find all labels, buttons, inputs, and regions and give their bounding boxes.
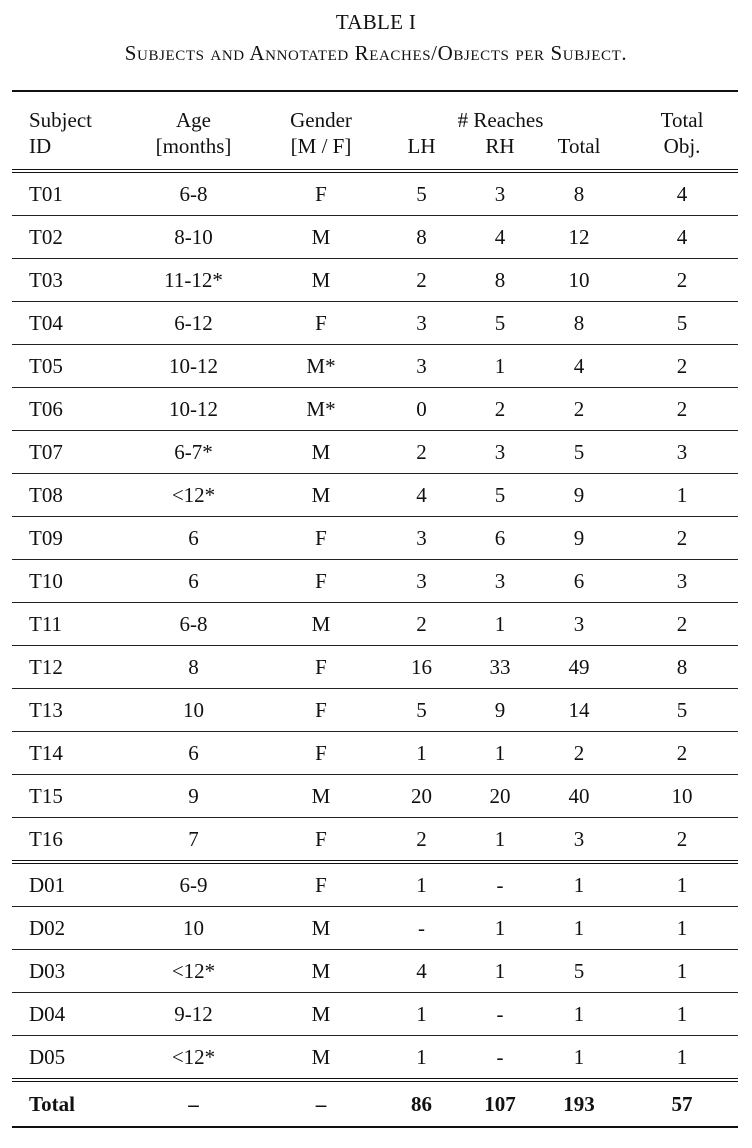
cell-objects-total: 2 — [626, 345, 738, 388]
cell-lh: 4 — [375, 474, 468, 517]
cell-age: 8 — [120, 646, 267, 689]
cell-rh: 1 — [468, 345, 532, 388]
cell-gender: M — [267, 907, 375, 950]
cell-rh: - — [468, 993, 532, 1036]
header-obj-line2: Obj. — [663, 134, 701, 158]
cell-rh: 3 — [468, 431, 532, 474]
cell-subject-id: T14 — [12, 732, 120, 775]
cell-objects-total: 5 — [626, 689, 738, 732]
cell-age: 6 — [120, 560, 267, 603]
cell-age: 10 — [120, 907, 267, 950]
cell-lh: 5 — [375, 171, 468, 216]
cell-rh: 1 — [468, 818, 532, 863]
cell-subject-id: T03 — [12, 259, 120, 302]
cell-reaches-total: 40 — [532, 775, 626, 818]
header-subject-line1: Subject — [29, 108, 92, 132]
cell-subject-id: T06 — [12, 388, 120, 431]
cell-objects-total: 2 — [626, 259, 738, 302]
cell-rh: 2 — [468, 388, 532, 431]
cell-age: 9-12 — [120, 993, 267, 1036]
cell-gender: M — [267, 993, 375, 1036]
cell-subject-id: T10 — [12, 560, 120, 603]
cell-reaches-total: 3 — [532, 818, 626, 863]
header-reaches-group: # Reaches — [457, 108, 544, 132]
table-row — [12, 862, 738, 907]
cell-reaches-total: 8 — [532, 171, 626, 216]
cell-reaches-total: 12 — [532, 216, 626, 259]
cell-gender: M* — [267, 388, 375, 431]
table-row — [12, 171, 738, 216]
cell-subject-id: T12 — [12, 646, 120, 689]
cell-gender: M — [267, 431, 375, 474]
cell-gender: F — [267, 560, 375, 603]
cell-reaches-total: 9 — [532, 474, 626, 517]
cell-reaches-total: 5 — [532, 950, 626, 993]
cell-objects-total: 1 — [626, 993, 738, 1036]
cell-objects-total: 1 — [626, 862, 738, 907]
cell-age: <12* — [120, 474, 267, 517]
cell-age: 9 — [120, 775, 267, 818]
cell-age: 7 — [120, 818, 267, 863]
cell-lh: 5 — [375, 689, 468, 732]
t-subjects-body — [12, 171, 738, 862]
cell-reaches-total: 3 — [532, 603, 626, 646]
cell-age: 10-12 — [120, 388, 267, 431]
table-caption: Subjects and Annotated Reaches/Objects per Subject. — [124, 41, 628, 65]
cell-subject-id: T02 — [12, 216, 120, 259]
total-row — [12, 1080, 738, 1127]
cell-objects-total: 10 — [626, 775, 738, 818]
cell-reaches-total: 8 — [532, 302, 626, 345]
cell-objects-total: 2 — [626, 517, 738, 560]
header-gender-line2: [M / F] — [290, 134, 352, 158]
total-cell-gender: – — [267, 1080, 375, 1127]
cell-objects-total: 4 — [626, 216, 738, 259]
cell-gender: M — [267, 775, 375, 818]
table-row — [12, 560, 738, 603]
cell-age: 6-12 — [120, 302, 267, 345]
cell-subject-id: T16 — [12, 818, 120, 863]
cell-subject-id: T13 — [12, 689, 120, 732]
cell-lh: 1 — [375, 993, 468, 1036]
cell-subject-id: D02 — [12, 907, 120, 950]
table-row — [12, 993, 738, 1036]
cell-objects-total: 2 — [626, 388, 738, 431]
total-cell-rh: 107 — [468, 1080, 532, 1127]
cell-objects-total: 4 — [626, 171, 738, 216]
total-cell-label: Total — [12, 1080, 120, 1127]
cell-rh: 6 — [468, 517, 532, 560]
cell-reaches-total: 2 — [532, 388, 626, 431]
table-row — [12, 345, 738, 388]
table-row — [12, 302, 738, 345]
cell-objects-total: 3 — [626, 431, 738, 474]
cell-lh: 0 — [375, 388, 468, 431]
table-row — [12, 216, 738, 259]
cell-age: 11-12* — [120, 259, 267, 302]
cell-age: 8-10 — [120, 216, 267, 259]
cell-age: 6-8 — [120, 171, 267, 216]
cell-subject-id: T01 — [12, 171, 120, 216]
cell-objects-total: 2 — [626, 603, 738, 646]
cell-rh: 20 — [468, 775, 532, 818]
cell-lh: 8 — [375, 216, 468, 259]
cell-lh: 20 — [375, 775, 468, 818]
header-age-line2: [months] — [155, 134, 232, 158]
header-lh: LH — [407, 134, 436, 158]
cell-lh: 4 — [375, 950, 468, 993]
cell-gender: F — [267, 732, 375, 775]
cell-rh: 33 — [468, 646, 532, 689]
cell-gender: F — [267, 689, 375, 732]
table-header — [12, 91, 738, 171]
cell-subject-id: D05 — [29, 1045, 66, 1069]
cell-age: 6 — [120, 517, 267, 560]
cell-gender: M — [267, 259, 375, 302]
table-row — [12, 732, 738, 775]
cell-age: 6-8 — [120, 603, 267, 646]
cell-lh: 2 — [375, 431, 468, 474]
table-row — [12, 474, 738, 517]
cell-lh: 16 — [375, 646, 468, 689]
cell-age: <12* — [120, 950, 267, 993]
cell-lh: 3 — [375, 345, 468, 388]
cell-rh: 8 — [468, 259, 532, 302]
cell-gender: M — [267, 474, 375, 517]
cell-age: 6 — [120, 732, 267, 775]
table-footer — [12, 1080, 738, 1127]
cell-gender: F — [267, 171, 375, 216]
cell-gender: M — [267, 216, 375, 259]
header-total: Total — [557, 134, 601, 158]
cell-objects-total: 2 — [626, 818, 738, 863]
cell-subject-id: T11 — [12, 603, 120, 646]
table-row — [12, 431, 738, 474]
cell-objects-total: 5 — [626, 302, 738, 345]
header-rh: RH — [485, 134, 515, 158]
cell-subject-id: T04 — [12, 302, 120, 345]
cell-age: 6-7* — [120, 431, 267, 474]
cell-subject-id: T08 — [12, 474, 120, 517]
cell-reaches-total: 9 — [532, 517, 626, 560]
cell-gender: F — [267, 517, 375, 560]
cell-objects-total: 8 — [626, 646, 738, 689]
cell-objects-total: 2 — [626, 732, 738, 775]
cell-rh: 4 — [468, 216, 532, 259]
cell-lh: 3 — [375, 302, 468, 345]
cell-reaches-total: 1 — [532, 993, 626, 1036]
cell-gender: M* — [267, 345, 375, 388]
cell-gender: M — [267, 603, 375, 646]
cell-lh: - — [375, 907, 468, 950]
cell-age: 10 — [120, 689, 267, 732]
cell-rh: 1 — [468, 950, 532, 993]
d-subjects-body — [12, 862, 738, 1080]
cell-lh: 2 — [375, 603, 468, 646]
total-cell-age: – — [120, 1080, 267, 1127]
table-row — [12, 1036, 738, 1081]
cell-subject-id: D01 — [12, 862, 120, 907]
table-label: TABLE I — [335, 10, 417, 34]
cell-reaches-total: 1 — [532, 907, 626, 950]
cell-reaches-total: 2 — [532, 732, 626, 775]
cell-rh: 1 — [468, 732, 532, 775]
cell-gender: F — [267, 862, 375, 907]
cell-rh: 3 — [468, 560, 532, 603]
table-row — [12, 950, 738, 993]
cell-reaches-total: 14 — [532, 689, 626, 732]
cell-subject-id: T07 — [12, 431, 120, 474]
cell-objects-total: 1 — [676, 1045, 688, 1069]
cell-reaches-total: 6 — [532, 560, 626, 603]
cell-gender: F — [267, 646, 375, 689]
header-gender-line1: Gender — [290, 108, 352, 132]
cell-reaches-total: 49 — [532, 646, 626, 689]
table-row — [12, 259, 738, 302]
cell-reaches-total: 1 — [573, 1045, 585, 1069]
cell-rh: 1 — [468, 603, 532, 646]
subjects-table — [12, 90, 738, 1128]
cell-rh: 1 — [468, 907, 532, 950]
header-age-line1: Age — [176, 108, 211, 132]
cell-subject-id: T15 — [12, 775, 120, 818]
cell-lh: 1 — [416, 1045, 427, 1069]
cell-reaches-total: 4 — [532, 345, 626, 388]
cell-gender: F — [267, 302, 375, 345]
cell-age: 6-9 — [120, 862, 267, 907]
header-subject-line2: ID — [29, 134, 52, 158]
cell-reaches-total: 1 — [532, 862, 626, 907]
cell-lh: 1 — [375, 862, 468, 907]
table-row — [12, 517, 738, 560]
table-row — [12, 646, 738, 689]
cell-objects-total: 3 — [626, 560, 738, 603]
table-row — [12, 775, 738, 818]
cell-subject-id: D03 — [12, 950, 120, 993]
cell-rh: 3 — [468, 171, 532, 216]
cell-objects-total: 1 — [626, 474, 738, 517]
table-row — [12, 603, 738, 646]
cell-lh: 2 — [375, 818, 468, 863]
cell-rh: 9 — [468, 689, 532, 732]
table-row — [12, 818, 738, 863]
cell-age: 10-12 — [120, 345, 267, 388]
cell-age: <12* — [171, 1045, 216, 1069]
cell-subject-id: D04 — [12, 993, 120, 1036]
table-row — [12, 907, 738, 950]
cell-lh: 1 — [375, 732, 468, 775]
table-row — [12, 689, 738, 732]
cell-gender: F — [267, 818, 375, 863]
cell-objects-total: 1 — [626, 907, 738, 950]
cell-rh: - — [468, 862, 532, 907]
header-obj-line1: Total — [660, 108, 704, 132]
table-row — [12, 388, 738, 431]
cell-gender: M — [311, 1045, 331, 1069]
cell-rh: - — [496, 1045, 504, 1069]
cell-rh: 5 — [468, 302, 532, 345]
cell-gender: M — [267, 950, 375, 993]
cell-lh: 3 — [375, 517, 468, 560]
total-cell-reaches: 193 — [532, 1080, 626, 1127]
cell-subject-id: T09 — [12, 517, 120, 560]
total-cell-objects: 57 — [626, 1080, 738, 1127]
cell-reaches-total: 5 — [532, 431, 626, 474]
cell-rh: 5 — [468, 474, 532, 517]
cell-subject-id: T05 — [12, 345, 120, 388]
cell-lh: 3 — [375, 560, 468, 603]
cell-lh: 2 — [375, 259, 468, 302]
cell-objects-total: 1 — [626, 950, 738, 993]
total-cell-lh: 86 — [375, 1080, 468, 1127]
cell-reaches-total: 10 — [532, 259, 626, 302]
